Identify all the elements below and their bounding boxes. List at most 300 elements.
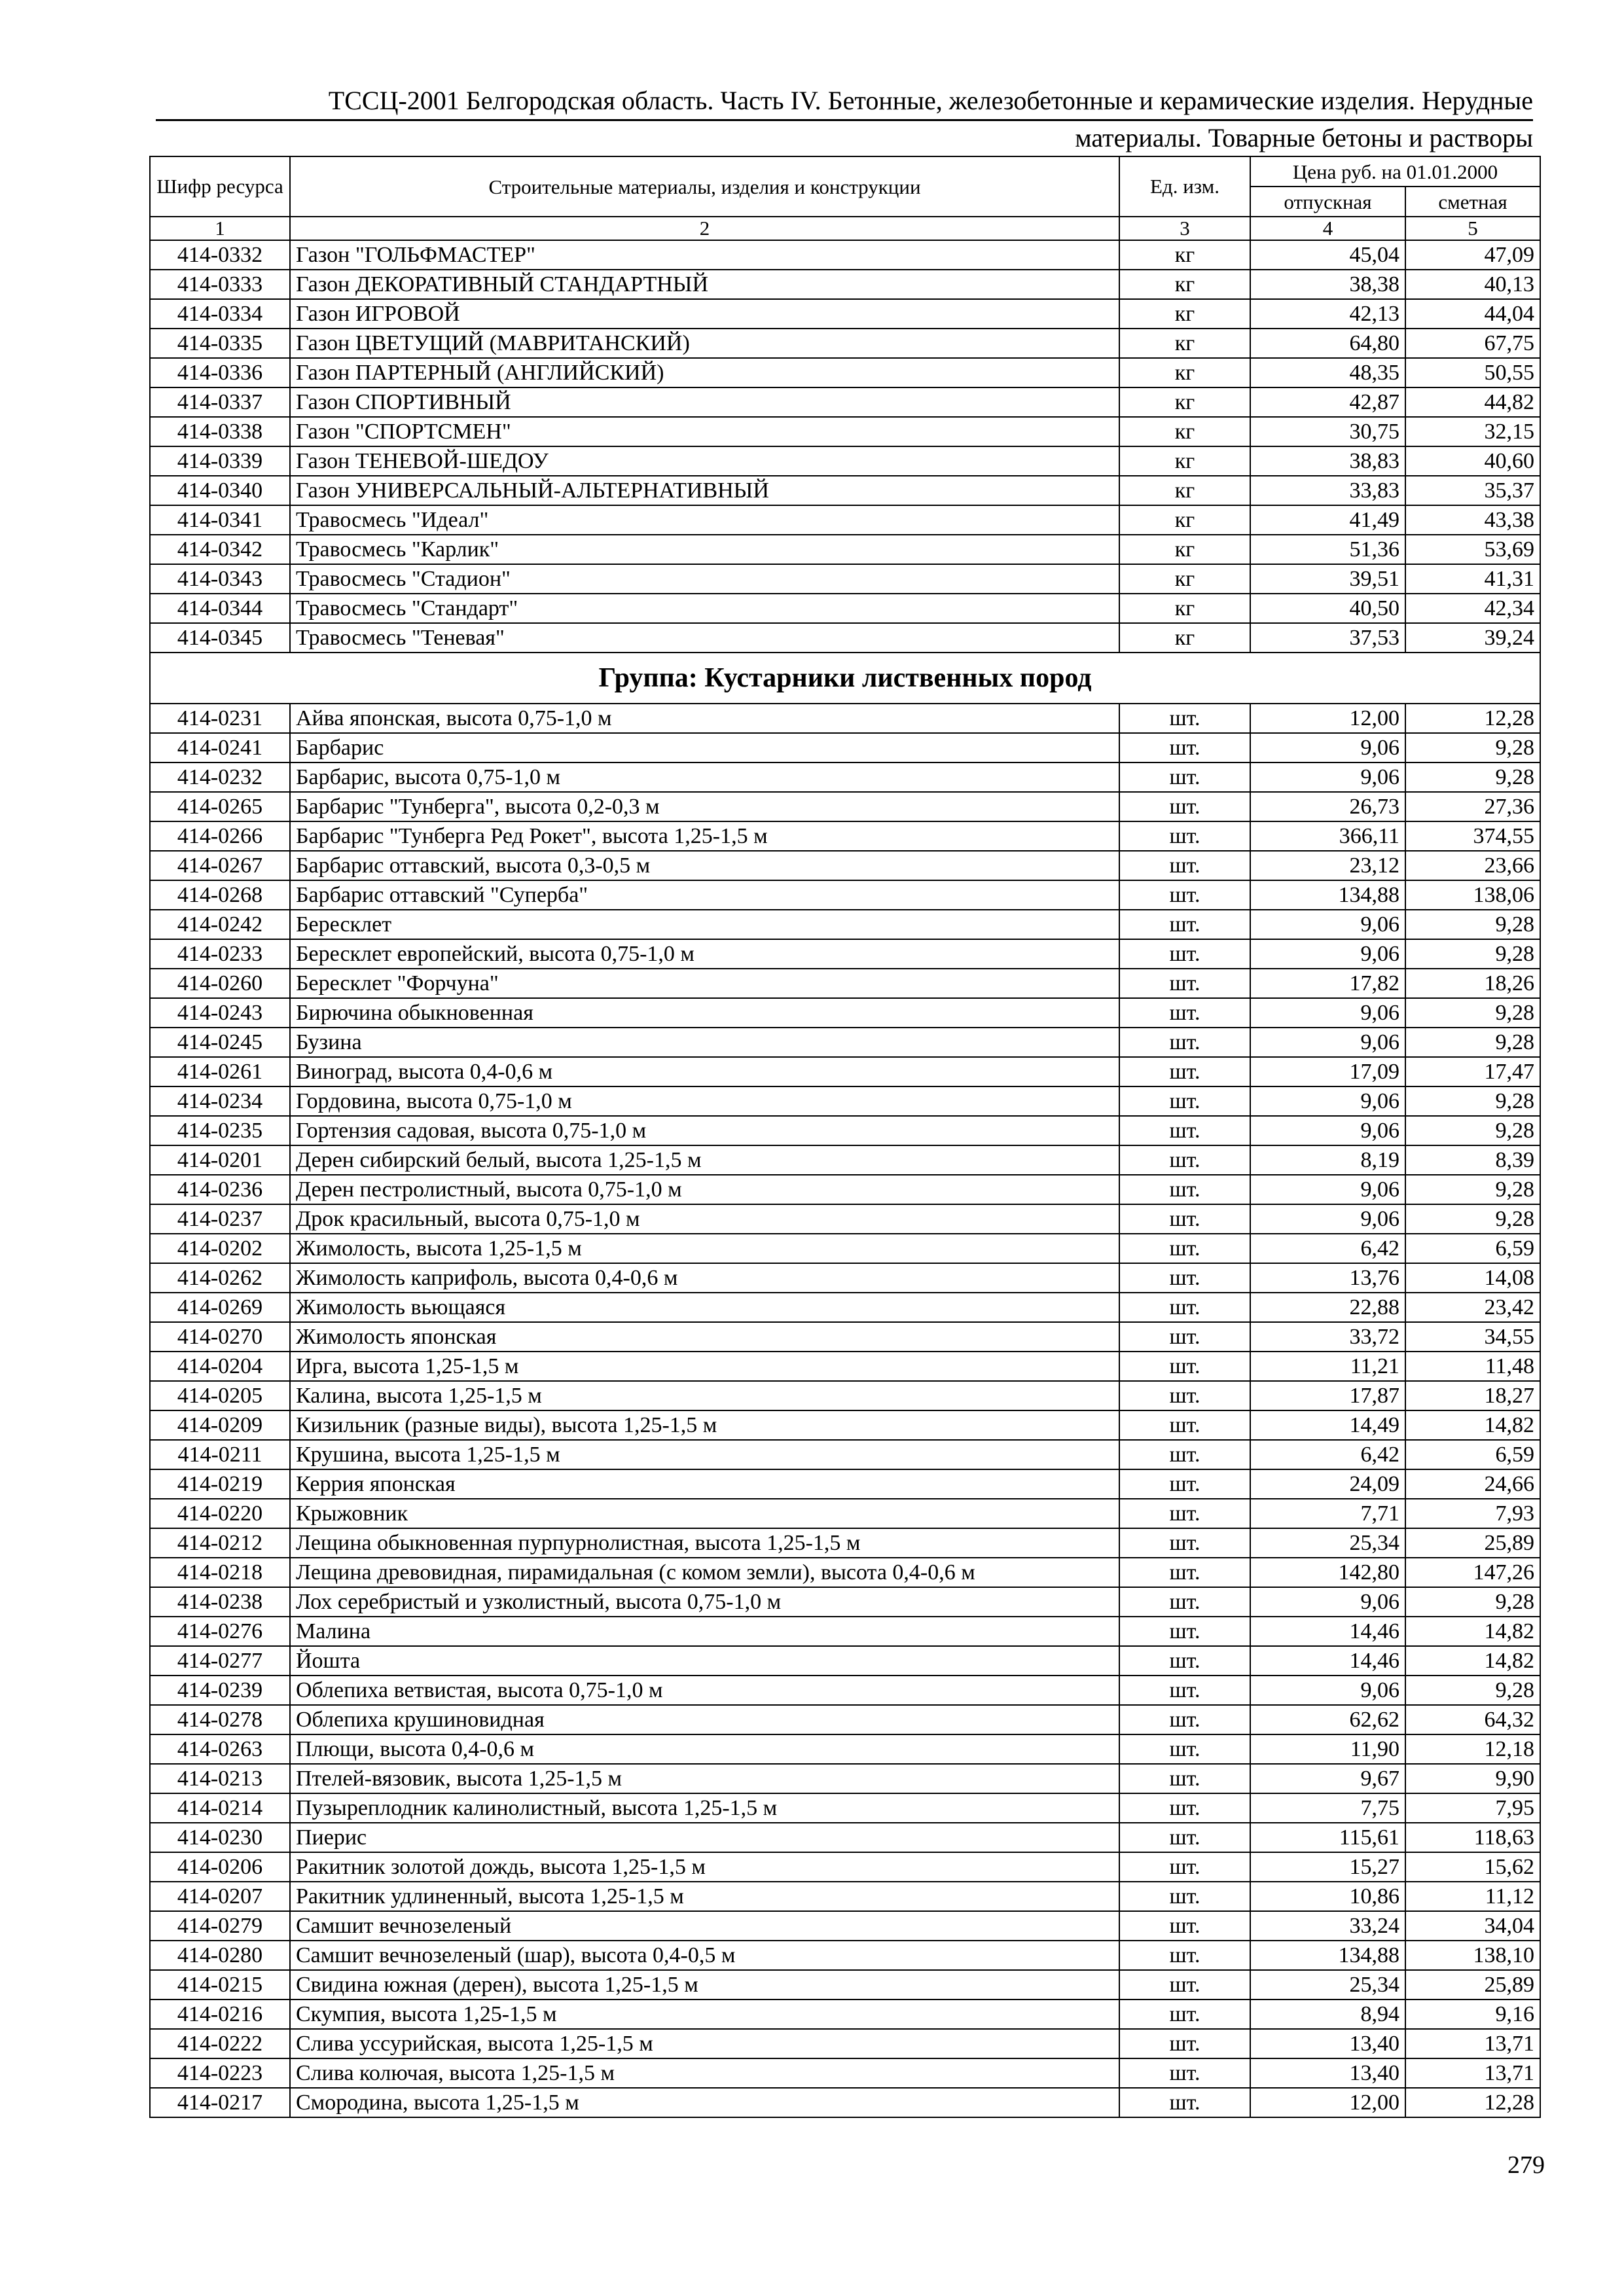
- cell-name: Йошта: [290, 1646, 1119, 1676]
- cell-name: Газон ПАРТЕРНЫЙ (АНГЛИЙСКИЙ): [290, 358, 1119, 387]
- table-row: [150, 476, 1540, 505]
- table-row: [150, 594, 1540, 623]
- cell-release-price: 40,50: [1250, 594, 1405, 623]
- cell-estimate-price: 138,06: [1405, 880, 1540, 910]
- header-title-line-2: материалы. Товарные бетоны и растворы: [1075, 123, 1533, 152]
- column-header-estimate-price: сметная: [1405, 187, 1540, 217]
- table-row: [150, 1705, 1540, 1734]
- column-number-3: 3: [1119, 217, 1250, 240]
- cell-release-price: 25,34: [1250, 1970, 1405, 2000]
- cell-name: Скумпия, высота 1,25-1,5 м: [290, 2000, 1119, 2029]
- cell-name: Кизильник (разные виды), высота 1,25-1,5 м: [290, 1410, 1119, 1440]
- cell-code: 414-0277: [150, 1646, 290, 1676]
- cell-estimate-price: 47,09: [1405, 240, 1540, 270]
- cell-unit: шт.: [1119, 1617, 1250, 1646]
- cell-release-price: 23,12: [1250, 851, 1405, 880]
- cell-code: 414-0341: [150, 505, 290, 535]
- cell-release-price: 6,42: [1250, 1440, 1405, 1469]
- cell-release-price: 7,75: [1250, 1793, 1405, 1823]
- cell-name: Плющи, высота 0,4-0,6 м: [290, 1734, 1119, 1764]
- cell-release-price: 22,88: [1250, 1293, 1405, 1322]
- table-row: [150, 1352, 1540, 1381]
- header-title-line-1: ТССЦ-2001 Белгородская область. Часть IV. Бетонные, железобетонные и керамические изделия. Нерудные: [328, 86, 1533, 115]
- cell-estimate-price: 15,62: [1405, 1852, 1540, 1882]
- cell-unit: шт.: [1119, 792, 1250, 821]
- cell-name: Самшит вечнозеленый (шар), высота 0,4-0,5 м: [290, 1941, 1119, 1970]
- cell-release-price: 9,06: [1250, 1028, 1405, 1057]
- cell-unit: кг: [1119, 329, 1250, 358]
- cell-code: 414-0214: [150, 1793, 290, 1823]
- cell-unit: шт.: [1119, 998, 1250, 1028]
- cell-code: 414-0262: [150, 1263, 290, 1293]
- cell-name: Травосмесь "Стадион": [290, 564, 1119, 594]
- cell-release-price: 134,88: [1250, 1941, 1405, 1970]
- cell-name: Облепиха крушиновидная: [290, 1705, 1119, 1734]
- cell-code: 414-0205: [150, 1381, 290, 1410]
- cell-code: 414-0211: [150, 1440, 290, 1469]
- cell-estimate-price: 7,95: [1405, 1793, 1540, 1823]
- table-row: [150, 564, 1540, 594]
- table-row: [150, 998, 1540, 1028]
- cell-unit: шт.: [1119, 1793, 1250, 1823]
- cell-code: 414-0263: [150, 1734, 290, 1764]
- cell-estimate-price: 34,04: [1405, 1911, 1540, 1941]
- cell-unit: шт.: [1119, 1263, 1250, 1293]
- cell-code: 414-0213: [150, 1764, 290, 1793]
- cell-release-price: 33,83: [1250, 476, 1405, 505]
- cell-name: Бузина: [290, 1028, 1119, 1057]
- cell-unit: кг: [1119, 240, 1250, 270]
- table-body-group: [150, 704, 1540, 2117]
- cell-code: 414-0279: [150, 1911, 290, 1941]
- cell-estimate-price: 11,12: [1405, 1882, 1540, 1911]
- group-section: [150, 653, 1540, 704]
- table-row: [150, 1440, 1540, 1469]
- cell-name: Газон ЦВЕТУЩИЙ (МАВРИТАНСКИЙ): [290, 329, 1119, 358]
- cell-name: Травосмесь "Теневая": [290, 623, 1119, 653]
- cell-unit: кг: [1119, 387, 1250, 417]
- cell-release-price: 51,36: [1250, 535, 1405, 564]
- cell-estimate-price: 50,55: [1405, 358, 1540, 387]
- table-row: [150, 1469, 1540, 1499]
- cell-unit: кг: [1119, 505, 1250, 535]
- cell-release-price: 134,88: [1250, 880, 1405, 910]
- cell-name: Газон "ГОЛЬФМАСТЕР": [290, 240, 1119, 270]
- table-row: [150, 1793, 1540, 1823]
- cell-release-price: 17,87: [1250, 1381, 1405, 1410]
- cell-estimate-price: 374,55: [1405, 821, 1540, 851]
- table-row: [150, 1057, 1540, 1086]
- cell-unit: шт.: [1119, 1175, 1250, 1204]
- cell-unit: шт.: [1119, 2029, 1250, 2058]
- table-row: [150, 1911, 1540, 1941]
- cell-unit: шт.: [1119, 704, 1250, 733]
- cell-release-price: 38,83: [1250, 446, 1405, 476]
- cell-release-price: 17,82: [1250, 969, 1405, 998]
- cell-estimate-price: 44,82: [1405, 387, 1540, 417]
- cell-name: Газон ТЕНЕВОЙ-ШЕДОУ: [290, 446, 1119, 476]
- cell-unit: кг: [1119, 299, 1250, 329]
- cell-code: 414-0336: [150, 358, 290, 387]
- cell-code: 414-0237: [150, 1204, 290, 1234]
- cell-name: Ирга, высота 1,25-1,5 м: [290, 1352, 1119, 1381]
- cell-estimate-price: 64,32: [1405, 1705, 1540, 1734]
- table-row: [150, 1086, 1540, 1116]
- cell-estimate-price: 7,93: [1405, 1499, 1540, 1528]
- cell-code: 414-0333: [150, 270, 290, 299]
- cell-code: 414-0332: [150, 240, 290, 270]
- cell-estimate-price: 12,18: [1405, 1734, 1540, 1764]
- cell-estimate-price: 14,08: [1405, 1263, 1540, 1293]
- cell-unit: кг: [1119, 476, 1250, 505]
- cell-release-price: 11,21: [1250, 1352, 1405, 1381]
- table-row: [150, 1499, 1540, 1528]
- cell-name: Барбарис: [290, 733, 1119, 762]
- cell-code: 414-0342: [150, 535, 290, 564]
- cell-code: 414-0236: [150, 1175, 290, 1204]
- cell-release-price: 39,51: [1250, 564, 1405, 594]
- cell-release-price: 26,73: [1250, 792, 1405, 821]
- column-header-release-price: отпускная: [1250, 187, 1405, 217]
- table-row: [150, 446, 1540, 476]
- cell-release-price: 12,00: [1250, 704, 1405, 733]
- cell-code: 414-0260: [150, 969, 290, 998]
- table-row: [150, 240, 1540, 270]
- cell-code: 414-0242: [150, 910, 290, 939]
- cell-release-price: 13,40: [1250, 2029, 1405, 2058]
- cell-unit: шт.: [1119, 1086, 1250, 1116]
- cell-estimate-price: 11,48: [1405, 1352, 1540, 1381]
- cell-unit: шт.: [1119, 1410, 1250, 1440]
- cell-code: 414-0241: [150, 733, 290, 762]
- cell-code: 414-0276: [150, 1617, 290, 1646]
- table-row: [150, 851, 1540, 880]
- cell-code: 414-0231: [150, 704, 290, 733]
- table-row: [150, 1646, 1540, 1676]
- cell-release-price: 8,19: [1250, 1145, 1405, 1175]
- cell-estimate-price: 13,71: [1405, 2029, 1540, 2058]
- cell-name: Газон СПОРТИВНЫЙ: [290, 387, 1119, 417]
- table-row: [150, 1234, 1540, 1263]
- cell-code: 414-0338: [150, 417, 290, 446]
- cell-unit: шт.: [1119, 880, 1250, 910]
- column-header-unit: Ед. изм.: [1119, 156, 1250, 217]
- table-row: [150, 733, 1540, 762]
- cell-unit: шт.: [1119, 1528, 1250, 1558]
- cell-name: Жимолость, высота 1,25-1,5 м: [290, 1234, 1119, 1263]
- cell-unit: кг: [1119, 594, 1250, 623]
- cell-estimate-price: 25,89: [1405, 1528, 1540, 1558]
- column-header-code: Шифр ресурса: [150, 156, 290, 217]
- cell-estimate-price: 118,63: [1405, 1823, 1540, 1852]
- cell-release-price: 13,40: [1250, 2058, 1405, 2088]
- table-row: [150, 939, 1540, 969]
- cell-name: Дерен сибирский белый, высота 1,25-1,5 м: [290, 1145, 1119, 1175]
- cell-unit: шт.: [1119, 821, 1250, 851]
- table-row: [150, 1734, 1540, 1764]
- cell-name: Облепиха ветвистая, высота 0,75-1,0 м: [290, 1676, 1119, 1705]
- table-row: [150, 969, 1540, 998]
- page-number: 279: [1507, 2151, 1545, 2179]
- cell-name: Травосмесь "Карлик": [290, 535, 1119, 564]
- table-row: [150, 358, 1540, 387]
- table-row: [150, 1322, 1540, 1352]
- cell-release-price: 14,46: [1250, 1646, 1405, 1676]
- cell-name: Газон ИГРОВОЙ: [290, 299, 1119, 329]
- cell-estimate-price: 9,28: [1405, 1086, 1540, 1116]
- cell-release-price: 14,49: [1250, 1410, 1405, 1440]
- cell-code: 414-0344: [150, 594, 290, 623]
- cell-code: 414-0207: [150, 1882, 290, 1911]
- cell-name: Бирючина обыкновенная: [290, 998, 1119, 1028]
- table-row: [150, 1263, 1540, 1293]
- cell-code: 414-0267: [150, 851, 290, 880]
- cell-name: Барбарис, высота 0,75-1,0 м: [290, 762, 1119, 792]
- cell-release-price: 15,27: [1250, 1852, 1405, 1882]
- cell-release-price: 9,06: [1250, 1204, 1405, 1234]
- cell-code: 414-0222: [150, 2029, 290, 2058]
- cell-name: Газон ДЕКОРАТИВНЫЙ СТАНДАРТНЫЙ: [290, 270, 1119, 299]
- group-title: Группа: Кустарники лиственных пород: [150, 653, 1540, 704]
- cell-release-price: 9,67: [1250, 1764, 1405, 1793]
- cell-unit: шт.: [1119, 1734, 1250, 1764]
- cell-code: 414-0218: [150, 1558, 290, 1587]
- cell-code: 414-0243: [150, 998, 290, 1028]
- column-number-5: 5: [1405, 217, 1540, 240]
- cell-name: Барбарис "Тунберга Ред Рокет", высота 1,25-1,5 м: [290, 821, 1119, 851]
- cell-unit: шт.: [1119, 1882, 1250, 1911]
- cell-release-price: 9,06: [1250, 1116, 1405, 1145]
- cell-name: Травосмесь "Стандарт": [290, 594, 1119, 623]
- table-row: [150, 505, 1540, 535]
- cell-unit: шт.: [1119, 1440, 1250, 1469]
- table-row: [150, 417, 1540, 446]
- column-number-2: 2: [290, 217, 1119, 240]
- cell-code: 414-0220: [150, 1499, 290, 1528]
- cell-release-price: 9,06: [1250, 733, 1405, 762]
- cell-code: 414-0216: [150, 2000, 290, 2029]
- cell-unit: шт.: [1119, 1322, 1250, 1352]
- cell-estimate-price: 53,69: [1405, 535, 1540, 564]
- cell-release-price: 37,53: [1250, 623, 1405, 653]
- table-row: [150, 1028, 1540, 1057]
- cell-name: Барбарис оттавский, высота 0,3-0,5 м: [290, 851, 1119, 880]
- cell-code: 414-0202: [150, 1234, 290, 1263]
- cell-release-price: 13,76: [1250, 1263, 1405, 1293]
- cell-code: 414-0270: [150, 1322, 290, 1352]
- cell-release-price: 9,06: [1250, 998, 1405, 1028]
- cell-code: 414-0217: [150, 2088, 290, 2117]
- cell-estimate-price: 9,28: [1405, 1116, 1540, 1145]
- table-row: [150, 535, 1540, 564]
- cell-release-price: 9,06: [1250, 1175, 1405, 1204]
- cell-code: 414-0239: [150, 1676, 290, 1705]
- cell-unit: шт.: [1119, 2088, 1250, 2117]
- cell-release-price: 9,06: [1250, 910, 1405, 939]
- cell-name: Жимолость японская: [290, 1322, 1119, 1352]
- table-row: [150, 1852, 1540, 1882]
- table-row: [150, 1587, 1540, 1617]
- table-row: [150, 1410, 1540, 1440]
- table-row: [150, 821, 1540, 851]
- cell-name: Смородина, высота 1,25-1,5 м: [290, 2088, 1119, 2117]
- cell-code: 414-0266: [150, 821, 290, 851]
- table-row: [150, 1145, 1540, 1175]
- table-row: [150, 1823, 1540, 1852]
- cell-estimate-price: 138,10: [1405, 1941, 1540, 1970]
- cell-estimate-price: 14,82: [1405, 1410, 1540, 1440]
- cell-unit: шт.: [1119, 1116, 1250, 1145]
- table-row: [150, 910, 1540, 939]
- cell-unit: шт.: [1119, 1587, 1250, 1617]
- table-row: [150, 1381, 1540, 1410]
- cell-name: Жимолость вьющаяся: [290, 1293, 1119, 1322]
- cell-code: 414-0219: [150, 1469, 290, 1499]
- cell-name: Калина, высота 1,25-1,5 м: [290, 1381, 1119, 1410]
- cell-estimate-price: 9,28: [1405, 1204, 1540, 1234]
- cell-unit: шт.: [1119, 1145, 1250, 1175]
- table-row: [150, 1558, 1540, 1587]
- cell-code: 414-0280: [150, 1941, 290, 1970]
- cell-estimate-price: 27,36: [1405, 792, 1540, 821]
- cell-unit: кг: [1119, 417, 1250, 446]
- cell-name: Керрия японская: [290, 1469, 1119, 1499]
- cell-estimate-price: 147,26: [1405, 1558, 1540, 1587]
- cell-estimate-price: 67,75: [1405, 329, 1540, 358]
- cell-estimate-price: 6,59: [1405, 1234, 1540, 1263]
- cell-estimate-price: 9,28: [1405, 939, 1540, 969]
- cell-release-price: 24,09: [1250, 1469, 1405, 1499]
- cell-estimate-price: 25,89: [1405, 1970, 1540, 2000]
- cell-code: 414-0230: [150, 1823, 290, 1852]
- table-row: [150, 704, 1540, 733]
- table-row: [150, 1617, 1540, 1646]
- cell-estimate-price: 18,26: [1405, 969, 1540, 998]
- cell-estimate-price: 17,47: [1405, 1057, 1540, 1086]
- cell-name: Бересклет: [290, 910, 1119, 939]
- table-row: [150, 387, 1540, 417]
- table-row: [150, 762, 1540, 792]
- cell-estimate-price: 8,39: [1405, 1145, 1540, 1175]
- cell-unit: шт.: [1119, 1499, 1250, 1528]
- table-row: [150, 329, 1540, 358]
- cell-name: Малина: [290, 1617, 1119, 1646]
- cell-name: Самшит вечнозеленый: [290, 1911, 1119, 1941]
- cell-unit: шт.: [1119, 1852, 1250, 1882]
- cell-release-price: 42,13: [1250, 299, 1405, 329]
- cell-estimate-price: 44,04: [1405, 299, 1540, 329]
- table-row: [150, 1882, 1540, 1911]
- cell-name: Пузыреплодник калинолистный, высота 1,25-1,5 м: [290, 1793, 1119, 1823]
- cell-release-price: 115,61: [1250, 1823, 1405, 1852]
- cell-name: Травосмесь "Идеал": [290, 505, 1119, 535]
- cell-estimate-price: 9,28: [1405, 910, 1540, 939]
- cell-estimate-price: 12,28: [1405, 704, 1540, 733]
- cell-name: Айва японская, высота 0,75-1,0 м: [290, 704, 1119, 733]
- cell-name: Лещина древовидная, пирамидальная (с комом земли), высота 0,4-0,6 м: [290, 1558, 1119, 1587]
- cell-estimate-price: 34,55: [1405, 1322, 1540, 1352]
- cell-estimate-price: 14,82: [1405, 1617, 1540, 1646]
- cell-estimate-price: 12,28: [1405, 2088, 1540, 2117]
- cell-name: Барбарис оттавский "Суперба": [290, 880, 1119, 910]
- cell-name: Жимолость каприфоль, высота 0,4-0,6 м: [290, 1263, 1119, 1293]
- cell-unit: шт.: [1119, 1823, 1250, 1852]
- table-row: [150, 299, 1540, 329]
- cell-estimate-price: 43,38: [1405, 505, 1540, 535]
- table-body-top: [150, 240, 1540, 653]
- cell-unit: шт.: [1119, 1204, 1250, 1234]
- column-number-4: 4: [1250, 217, 1405, 240]
- table-row: [150, 1175, 1540, 1204]
- group-row: [150, 653, 1540, 704]
- cell-unit: кг: [1119, 358, 1250, 387]
- cell-code: 414-0261: [150, 1057, 290, 1086]
- cell-estimate-price: 32,15: [1405, 417, 1540, 446]
- cell-release-price: 38,38: [1250, 270, 1405, 299]
- cell-name: Свидина южная (дерен), высота 1,25-1,5 м: [290, 1970, 1119, 2000]
- cell-release-price: 9,06: [1250, 1676, 1405, 1705]
- cell-estimate-price: 14,82: [1405, 1646, 1540, 1676]
- cell-code: 414-0235: [150, 1116, 290, 1145]
- cell-unit: шт.: [1119, 1676, 1250, 1705]
- cell-unit: кг: [1119, 623, 1250, 653]
- table-row: [150, 1970, 1540, 2000]
- cell-release-price: 25,34: [1250, 1528, 1405, 1558]
- cell-unit: кг: [1119, 270, 1250, 299]
- cell-name: Гордовина, высота 0,75-1,0 м: [290, 1086, 1119, 1116]
- cell-release-price: 30,75: [1250, 417, 1405, 446]
- cell-estimate-price: 23,66: [1405, 851, 1540, 880]
- cell-estimate-price: 39,24: [1405, 623, 1540, 653]
- cell-code: 414-0212: [150, 1528, 290, 1558]
- table-row: [150, 2088, 1540, 2117]
- cell-code: 414-0278: [150, 1705, 290, 1734]
- cell-unit: шт.: [1119, 1234, 1250, 1263]
- cell-release-price: 17,09: [1250, 1057, 1405, 1086]
- cell-name: Лещина обыкновенная пурпурнолистная, высота 1,25-1,5 м: [290, 1528, 1119, 1558]
- table-row: [150, 2000, 1540, 2029]
- cell-name: Гортензия садовая, высота 0,75-1,0 м: [290, 1116, 1119, 1145]
- cell-name: Газон УНИВЕРСАЛЬНЫЙ-АЛЬТЕРНАТИВНЫЙ: [290, 476, 1119, 505]
- cell-name: Дрок красильный, высота 0,75-1,0 м: [290, 1204, 1119, 1234]
- cell-estimate-price: 6,59: [1405, 1440, 1540, 1469]
- cell-code: 414-0215: [150, 1970, 290, 2000]
- cell-unit: шт.: [1119, 1646, 1250, 1676]
- cell-code: 414-0268: [150, 880, 290, 910]
- cell-unit: шт.: [1119, 910, 1250, 939]
- cell-release-price: 33,24: [1250, 1911, 1405, 1941]
- cell-release-price: 42,87: [1250, 387, 1405, 417]
- cell-name: Лох серебристый и узколистный, высота 0,75-1,0 м: [290, 1587, 1119, 1617]
- cell-unit: шт.: [1119, 939, 1250, 969]
- table-row: [150, 1528, 1540, 1558]
- cell-unit: кг: [1119, 446, 1250, 476]
- cell-estimate-price: 9,28: [1405, 1028, 1540, 1057]
- table-row: [150, 623, 1540, 653]
- table-row: [150, 2058, 1540, 2088]
- cell-name: Ракитник удлиненный, высота 1,25-1,5 м: [290, 1882, 1119, 1911]
- cell-code: 414-0334: [150, 299, 290, 329]
- cell-release-price: 8,94: [1250, 2000, 1405, 2029]
- cell-release-price: 45,04: [1250, 240, 1405, 270]
- cell-unit: шт.: [1119, 2058, 1250, 2088]
- cell-name: Виноград, высота 0,4-0,6 м: [290, 1057, 1119, 1086]
- cell-estimate-price: 40,60: [1405, 446, 1540, 476]
- cell-unit: шт.: [1119, 733, 1250, 762]
- cell-code: 414-0233: [150, 939, 290, 969]
- cell-release-price: 9,06: [1250, 762, 1405, 792]
- table-row: [150, 1676, 1540, 1705]
